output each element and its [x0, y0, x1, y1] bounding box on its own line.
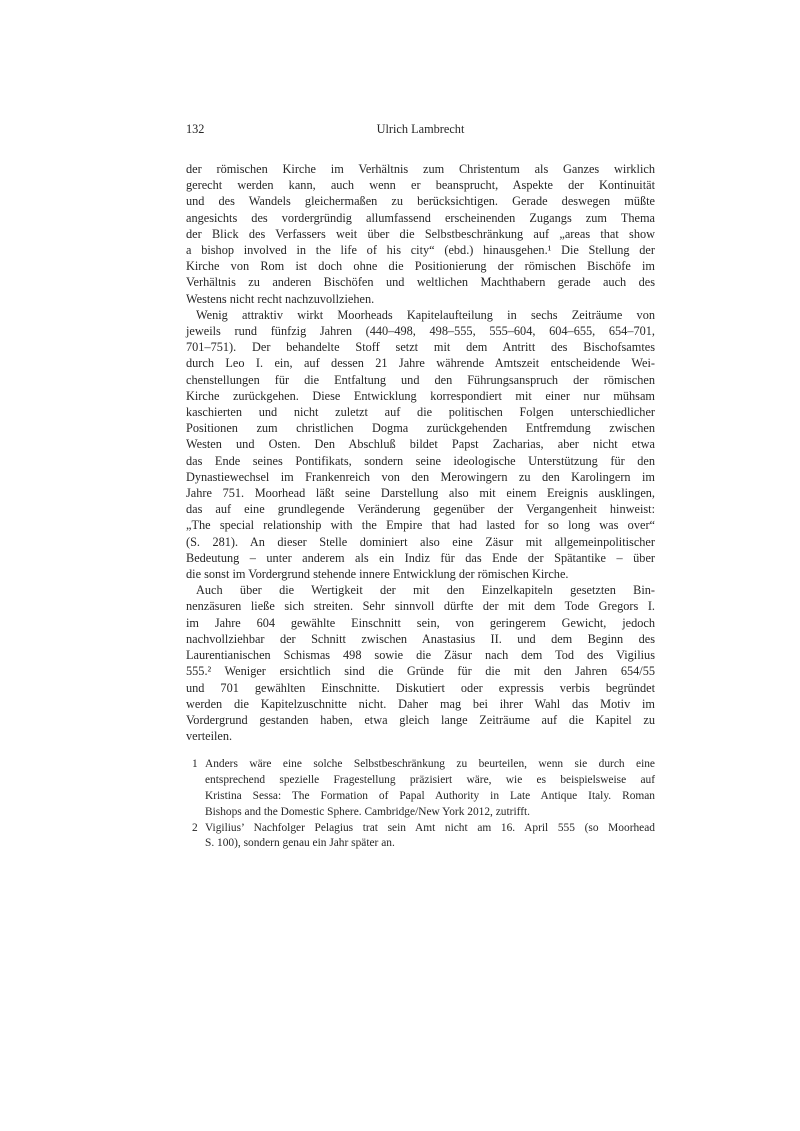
text-line: Jahre 751. Moorhead läßt seine Darstellung also mit einem Ereignis ausklingen,	[186, 486, 655, 501]
text-line: Positionen zum christlichen Dogma zurückgehenden Entfremdung zwischen	[186, 421, 655, 436]
footnote-number: 1	[192, 758, 198, 771]
body-paragraph	[186, 582, 655, 744]
text-line: das Ende seines Pontifikats, sondern seine ideologische Unterstützung für den	[186, 453, 655, 468]
text-line: angesichts des vordergründig allumfassend erscheinenden Zugangs zum Thema	[186, 210, 655, 225]
body-paragraph	[186, 161, 655, 307]
footnote-text-line: Vigilius’ Nachfolger Pelagius trat sein Amt nicht am 16. April 555 (so Moorhead	[205, 821, 655, 834]
review-body	[186, 161, 655, 744]
text-line: Verhältnis zu anderen Bischöfen und weltlichen Machthabern gerade auch des	[186, 275, 655, 290]
text-line: kaschierten und nicht zuletzt auf die politischen Folgen unterschiedlicher	[186, 405, 655, 420]
page-header	[186, 121, 655, 137]
footnote-text-line: S. 100), sondern genau ein Jahr später an.	[205, 837, 395, 850]
footnote-text-line: Anders wäre eine solche Selbstbeschränkung zu beurteilen, wenn sie durch eine	[205, 758, 655, 771]
footnote-text-line: entsprechend spezielle Fragestellung präzisiert wäre, wie es beispielsweise auf	[205, 774, 655, 787]
text-line: 701–751). Der behandelte Stoff setzt mit dem Antritt des Bischofsamtes	[186, 340, 655, 355]
text-line: Auch über die Wertigkeit der mit den Einzelkapiteln gesetzten Bin-	[196, 583, 655, 598]
text-line: chenstellungen für die Entfaltung und den Führungsanspruch der römischen	[186, 372, 655, 387]
text-line: das auf eine grundlegende Veränderung gegenüber der Vergangenheit hinweist:	[186, 502, 655, 517]
footnote-text-line: Kristina Sessa: The Formation of Papal Authority in Late Antique Italy. Roman	[205, 789, 655, 802]
text-line: durch Leo I. ein, auf dessen 21 Jahre währende Amtszeit entscheidende Wei-	[186, 356, 655, 371]
text-line: Dynastiewechsel im Frankenreich von den Merowingern zu den Karolingern im	[186, 469, 655, 484]
text-line: a bishop involved in the life of his city“ (ebd.) hinausgehen.¹ Die Stellung der	[186, 243, 655, 258]
text-line: Laurentianischen Schismas 498 sowie die Zäsur nach dem Tod des Vigilius	[186, 648, 655, 663]
text-line: im Jahre 604 gewählte Einschnitt sein, von geringerem Gewicht, jedoch	[186, 615, 655, 630]
page-number: 132	[186, 122, 205, 136]
text-line: nenzäsuren ließe sich streiten. Sehr sinnvoll dürfte der mit dem Tode Gregors I.	[186, 599, 655, 614]
text-line: (S. 281). An dieser Stelle dominiert also eine Zäsur mit allgemeinpolitischer	[186, 534, 655, 549]
footnote	[186, 821, 655, 853]
footnotes-section	[186, 757, 655, 852]
text-line: Westen und Osten. Den Abschluß bildet Papst Zacharias, aber nicht etwa	[186, 437, 655, 452]
text-line: jeweils rund fünfzig Jahren (440–498, 498–555, 555–604, 604–655, 654–701,	[186, 324, 655, 339]
text-line: verteilen.	[186, 729, 233, 744]
text-line: gerecht werden kann, auch wenn er beansprucht, Aspekte der Kontinuität	[186, 178, 655, 193]
text-line: die sonst im Vordergrund stehende innere Entwicklung der römischen Kirche.	[186, 567, 569, 582]
footnote	[186, 757, 655, 820]
text-line: Bedeutung – unter anderem als ein Indiz für das Ende der Spätantike – über	[186, 550, 655, 565]
text-line: und des Wandels gleichermaßen zu berücksichtigen. Gerade deswegen müßte	[186, 194, 655, 209]
text-line: Westens nicht recht nachzuvollziehen.	[186, 291, 375, 306]
footnote-text-line: Bishops and the Domestic Sphere. Cambridge/New York 2012, zutrifft.	[205, 805, 531, 818]
text-line: 555.² Weniger ersichtlich sind die Gründe für die mit den Jahren 654/55	[186, 664, 655, 679]
text-line: „The special relationship with the Empire that had lasted for so long was over“	[186, 518, 655, 533]
footnote-number: 2	[192, 821, 198, 834]
text-line: Kirche zurückgehen. Diese Entwicklung korrespondiert mit einer nur mühsam	[186, 388, 655, 403]
body-paragraph	[186, 307, 655, 582]
text-line: der Blick des Verfassers weit über die Selbstbeschränkung auf „areas that show	[186, 226, 655, 241]
running-header-title: Ulrich Lambrecht	[376, 122, 465, 136]
text-line: Kirche von Rom ist doch ohne die Positionierung der römischen Bischöfe im	[186, 259, 655, 274]
text-line: nachvollziehbar der Schnitt zwischen Anastasius II. und dem Beginn des	[186, 631, 655, 646]
text-line: Wenig attraktiv wirkt Moorheads Kapitelaufteilung in sechs Zeiträume von	[196, 307, 655, 322]
text-column	[186, 121, 655, 852]
text-line: und 701 gewählten Einschnitte. Diskutiert oder expressis verbis begründet	[186, 680, 655, 695]
text-line: werden die Kapitelzuschnitte nicht. Daher mag bei ihrer Wahl das Motiv im	[186, 696, 655, 711]
text-line: Vordergrund gestanden haben, etwa gleich lange Zeiträume auf die Kapitel zu	[186, 712, 655, 727]
text-line: der römischen Kirche im Verhältnis zum Christentum als Ganzes wirklich	[186, 162, 655, 176]
